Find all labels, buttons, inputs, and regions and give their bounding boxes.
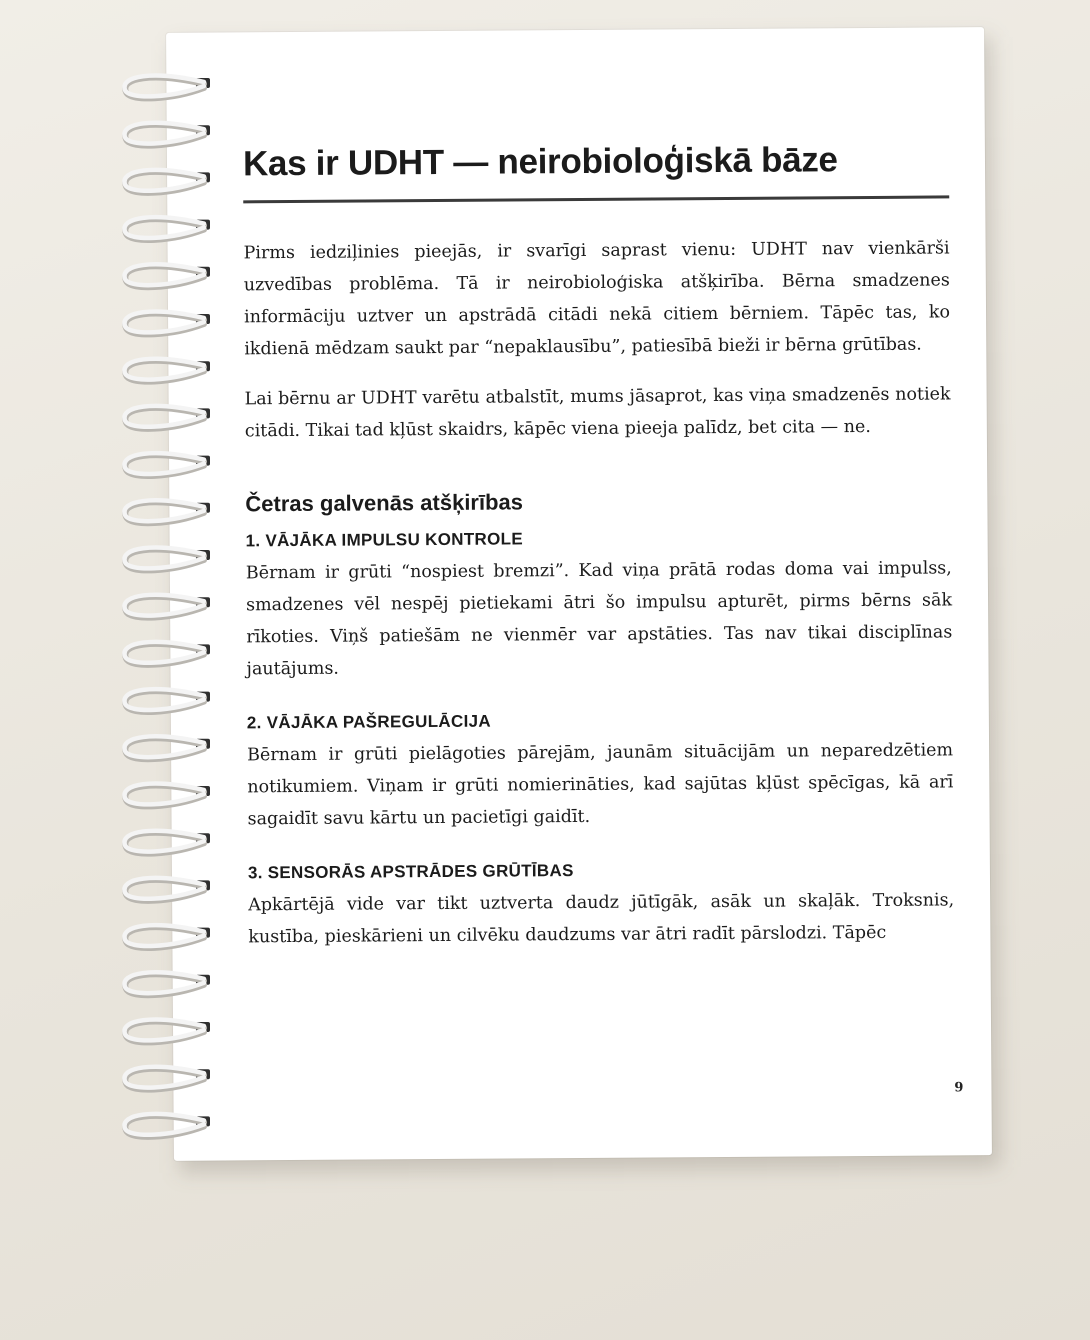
spiral-loop: [124, 123, 210, 146]
spiral-loop: [124, 76, 210, 99]
spiral-loop: [124, 878, 210, 901]
spiral-loop: [124, 831, 210, 854]
spiral-loop: [124, 264, 210, 287]
spiral-loop: [124, 595, 210, 618]
subsection-heading-1: 1. VĀJĀKA IMPULSU KONTROLE: [245, 529, 523, 551]
intro-paragraph-2: Lai bērnu ar UDHT varētu atbalstīt, mums jāsaprot, kas viņa smadzenēs notiek citādi. Tikai tad kļūst skaidrs, kāpēc viena pieeja palīdz, bet cita — ne.: [244, 384, 951, 442]
spiral-loop: [124, 548, 210, 571]
subsection-text-2: Bērnam ir grūti pielāgoties pārejām, jaunām situācijām un neparedzētiem notikumiem. Viņam ir grūti nomierināties, kad sajūtas kļūst spēcīgas, kā arī sagaidīt savu kārtu un pacietīgi gaidīt.: [247, 740, 954, 830]
spiral-loop: [124, 972, 210, 995]
subsection-heading-3: 3. SENSORĀS APSTRĀDES GRŪTĪBAS: [247, 861, 574, 883]
spiral-loop: [124, 406, 210, 429]
spiral-loop: [124, 312, 210, 335]
spiral-loop: [124, 925, 210, 948]
spiral-loop: [124, 359, 210, 382]
spiral-loop: [124, 784, 210, 807]
spiral-loop: [124, 500, 210, 523]
spiral-binding: [112, 58, 222, 1168]
subsection-text-1: Bērnam ir grūti “nospiest bremzi”. Kad viņa prātā rodas doma vai impulss, smadzenes vēl nespēj pietiekami ātri šo impulsu apturēt, pirms bērns sāk rīkoties. Viņš patiešām ne vienmēr var apstāties. Tas nav tikai disciplīnas jautājums.: [245, 558, 953, 680]
spiral-loop: [124, 453, 210, 476]
spiral-loop: [124, 217, 210, 240]
page-title: Kas ir UDHT — neirobioloģiskā bāze: [242, 140, 838, 184]
subsection-heading-2: 2. VĀJĀKA PAŠREGULĀCIJA: [246, 711, 491, 733]
page-number: 9: [954, 1080, 964, 1096]
spiral-loop: [124, 1067, 210, 1090]
spiral-loop: [124, 170, 210, 193]
title-rule: [243, 195, 949, 203]
page-content: [243, 137, 955, 971]
spiral-loop: [124, 689, 210, 712]
spiral-loop: [124, 1020, 210, 1043]
intro-paragraph-1: Pirms iedziļinies pieejās, ir svarīgi saprast vienu: UDHT nav vienkārši uzvedības problēma. Tā ir neirobioloģiska atšķirība. Bērna smadzenes informāciju uztver un apstrādā citādi nekā citiem bērniem. Tāpēc tas, ko ikdienā mēdzam saukt par “nepaklausību”, patiesībā bieži ir bērna grūtības.: [243, 238, 951, 360]
notebook-page: [166, 27, 992, 1161]
subsection-text-3: Apkārtējā vide var tikt uztverta daudz jūtīgāk, asāk un skaļāk. Troksnis, kustība, pieskārieni un cilvēku daudzums var ātri radīt pārslodzi. Tāpēc: [248, 890, 955, 948]
spiral-loop: [124, 736, 210, 759]
section-heading: Četras galvenās atšķirības: [245, 489, 524, 517]
spiral-loop: [124, 642, 210, 665]
spiral-loop: [124, 1114, 210, 1137]
